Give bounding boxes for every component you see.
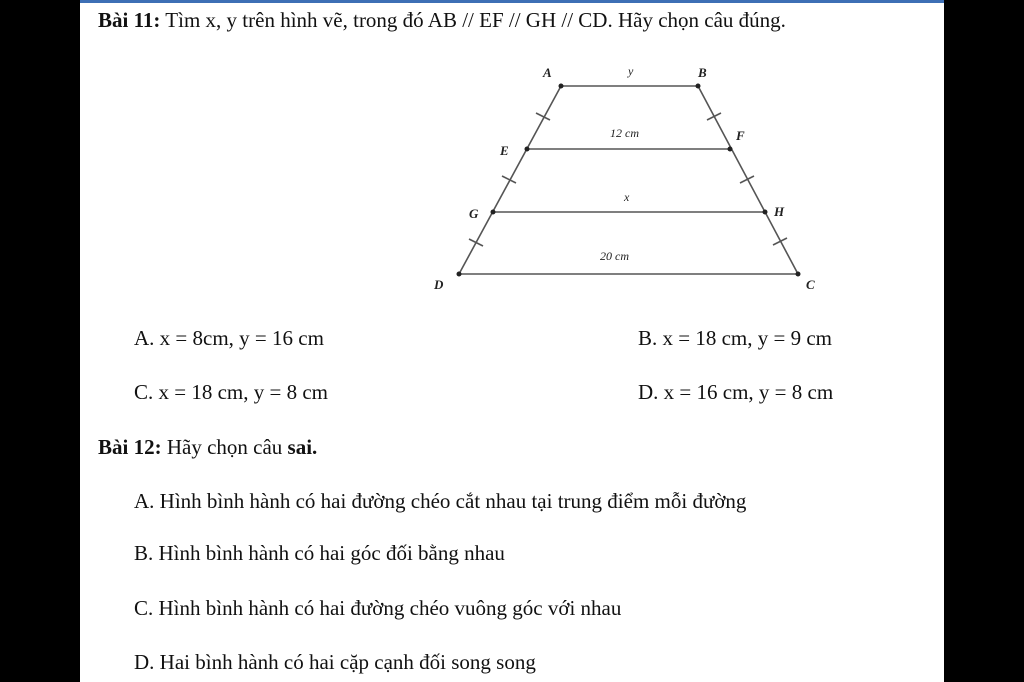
label-c: C bbox=[806, 277, 815, 292]
q12-label: Bài 12: bbox=[98, 435, 162, 459]
label-g: G bbox=[469, 206, 479, 221]
document-page bbox=[80, 0, 944, 682]
point-c bbox=[796, 272, 801, 277]
q11-label: Bài 11: bbox=[98, 8, 161, 32]
q11-option-c[interactable]: C. x = 18 cm, y = 8 cm bbox=[134, 380, 329, 404]
point-d bbox=[457, 272, 462, 277]
q12-option-d[interactable]: D. Hai bình hành có hai cặp cạnh đối song song bbox=[134, 650, 536, 674]
q12-option-c[interactable]: C. Hình bình hành có hai đường chéo vuông góc với nhau bbox=[134, 596, 622, 620]
tick-bf bbox=[707, 113, 721, 120]
label-seg-ab: y bbox=[628, 64, 634, 78]
q11-option-d[interactable]: D. x = 16 cm, y = 8 cm bbox=[638, 380, 834, 404]
q12-option-b[interactable]: B. Hình bình hành có hai góc đối bằng nhau bbox=[134, 541, 505, 565]
q11-option-b[interactable]: B. x = 18 cm, y = 9 cm bbox=[638, 326, 833, 350]
label-d: D bbox=[434, 277, 444, 292]
q12-option-a[interactable]: A. Hình bình hành có hai đường chéo cắt nhau tại trung điểm mỗi đường bbox=[134, 489, 747, 513]
leg-bc bbox=[698, 86, 798, 274]
q11-prompt: Tìm x, y trên hình vẽ, trong đó AB // EF // GH // CD. Hãy chọn câu đúng. bbox=[160, 8, 786, 32]
trapezoid-figure bbox=[80, 0, 944, 300]
q12-prompt: Hãy chọn câu bbox=[161, 435, 288, 459]
label-a: A bbox=[543, 65, 552, 80]
label-seg-dc: 20 cm bbox=[600, 249, 629, 263]
q11-option-a[interactable]: A. x = 8cm, y = 16 cm bbox=[134, 326, 324, 350]
point-f bbox=[728, 147, 733, 152]
label-seg-ef: 12 cm bbox=[610, 126, 639, 140]
label-b: B bbox=[698, 65, 707, 80]
tick-gd bbox=[469, 239, 483, 246]
label-h: H bbox=[774, 204, 785, 219]
point-g bbox=[491, 210, 496, 215]
q12-emphasis: sai. bbox=[287, 435, 318, 459]
point-b bbox=[696, 84, 701, 89]
q12-heading bbox=[98, 435, 317, 460]
label-e: E bbox=[500, 143, 509, 158]
point-e bbox=[525, 147, 530, 152]
label-seg-gh: x bbox=[624, 190, 630, 204]
point-h bbox=[763, 210, 768, 215]
point-a bbox=[559, 84, 564, 89]
label-f: F bbox=[736, 128, 745, 143]
